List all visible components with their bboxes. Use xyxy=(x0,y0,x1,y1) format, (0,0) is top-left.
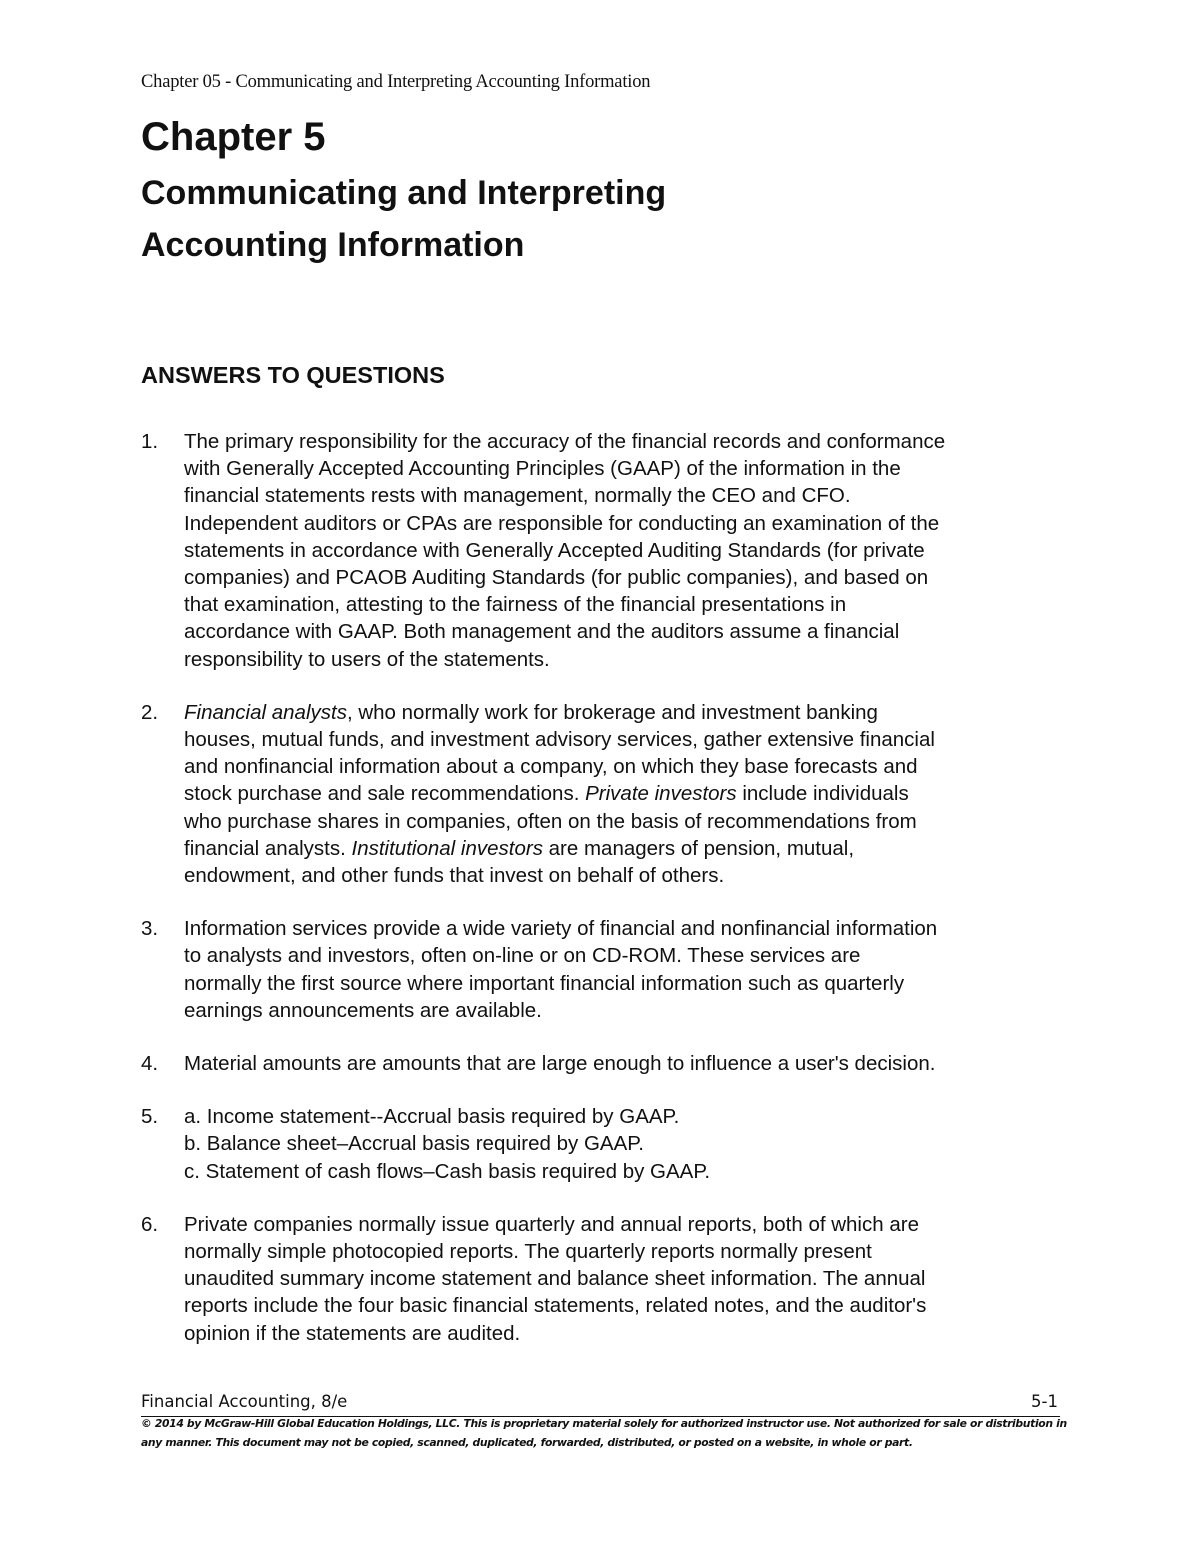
answer-item-1 xyxy=(141,428,1071,673)
answer-line: to analysts and investors, often on-line or on CD-ROM. These services are xyxy=(184,944,861,968)
answer-line: endowment, and other funds that invest on behalf of others. xyxy=(184,864,725,888)
answer-line: unaudited summary income statement and balance sheet information. The annual xyxy=(184,1267,926,1291)
copyright-line-2: any manner. This document may not be copied, scanned, duplicated, forwarded, distributed, or posted on a website, in whole or part. xyxy=(141,1436,913,1449)
answer-line xyxy=(184,699,1071,726)
answer-line: a. Income statement--Accrual basis required by GAAP. xyxy=(184,1105,680,1129)
answer-line: normally simple photocopied reports. The quarterly reports normally present xyxy=(184,1240,872,1264)
answer-line: who purchase shares in companies, often on the basis of recommendations from xyxy=(184,809,917,833)
answer-line: opinion if the statements are audited. xyxy=(184,1321,521,1345)
answer-line: earnings announcements are available. xyxy=(184,998,542,1022)
term-institutional-investors: Institutional investors xyxy=(351,836,543,860)
answer-text: include individuals xyxy=(736,782,909,806)
answer-text: are managers of pension, mutual, xyxy=(542,836,855,860)
answer-number: 6. xyxy=(141,1212,159,1236)
term-private-investors: Private investors xyxy=(585,782,737,806)
answer-line: reports include the four basic financial statements, related notes, and the auditor's xyxy=(184,1294,927,1318)
answer-line: and nonfinancial information about a company, on which they base forecasts and xyxy=(184,755,918,779)
answer-line: The primary responsibility for the accuracy of the financial records and conformance xyxy=(184,430,946,453)
answer-item-6 xyxy=(141,1211,1071,1347)
answer-text: financial analysts. xyxy=(184,836,352,860)
answer-number: 4. xyxy=(141,1052,159,1076)
answer-line xyxy=(184,835,1071,862)
answer-line: Private companies normally issue quarterly and annual reports, both of which are xyxy=(184,1212,919,1236)
answer-item-5 xyxy=(141,1103,1071,1185)
answer-line: b. Balance sheet–Accrual basis required by GAAP. xyxy=(184,1132,644,1156)
answer-line: responsibility to users of the statements. xyxy=(184,647,550,671)
answer-line: Material amounts are amounts that are large enough to influence a user's decision. xyxy=(184,1052,936,1076)
answer-line: houses, mutual funds, and investment advisory services, gather extensive financial xyxy=(184,728,935,752)
answer-line: Information services provide a wide variety of financial and nonfinancial information xyxy=(184,917,938,941)
footer-page-number: 5-1 xyxy=(1031,1392,1058,1411)
chapter-subtitle-line-1: Communicating and Interpreting xyxy=(141,174,667,212)
answer-item-2 xyxy=(141,699,1071,889)
answer-number: 1. xyxy=(141,430,159,453)
answer-text: , who normally work for brokerage and investment banking xyxy=(346,700,878,724)
answer-line: financial statements rests with management, normally the CEO and CFO. xyxy=(184,484,851,508)
answer-line: companies) and PCAOB Auditing Standards (for public companies), and based on xyxy=(184,566,929,590)
answer-line xyxy=(184,780,1071,807)
chapter-subtitle-line-2: Accounting Information xyxy=(141,226,525,264)
answer-number: 5. xyxy=(141,1105,159,1129)
answer-line: that examination, attesting to the fairness of the financial presentations in xyxy=(184,593,847,617)
answer-line: normally the first source where important financial information such as quarterly xyxy=(184,971,905,995)
answers-list xyxy=(141,428,1071,1373)
answer-line: accordance with GAAP. Both management and the auditors assume a financial xyxy=(184,620,900,644)
answer-item-4 xyxy=(141,1050,1071,1077)
footer-copyright xyxy=(141,1414,1066,1452)
footer-book-title: Financial Accounting, 8/e xyxy=(141,1392,348,1411)
answer-number: 3. xyxy=(141,917,159,941)
chapter-subtitle xyxy=(141,167,666,271)
section-heading: ANSWERS TO QUESTIONS xyxy=(141,362,445,388)
answer-number: 2. xyxy=(141,700,159,724)
answer-line: statements in accordance with Generally Accepted Auditing Standards (for private xyxy=(184,538,925,562)
term-financial-analysts: Financial analysts xyxy=(184,700,347,724)
answer-item-3 xyxy=(141,915,1071,1024)
running-header: Chapter 05 - Communicating and Interpreting Accounting Information xyxy=(141,72,651,92)
answer-line: with Generally Accepted Accounting Principles (GAAP) of the information in the xyxy=(184,457,901,481)
copyright-line-1: © 2014 by McGraw-Hill Global Education Holdings, LLC. This is proprietary material solely for authorized instructor use. Not authorized for sale or distribution in xyxy=(141,1417,1067,1430)
answer-line: Independent auditors or CPAs are responsible for conducting an examination of the xyxy=(184,511,940,535)
answer-line: c. Statement of cash flows–Cash basis required by GAAP. xyxy=(184,1159,711,1183)
chapter-title: Chapter 5 xyxy=(141,115,326,159)
answer-text: stock purchase and sale recommendations. xyxy=(184,782,586,806)
